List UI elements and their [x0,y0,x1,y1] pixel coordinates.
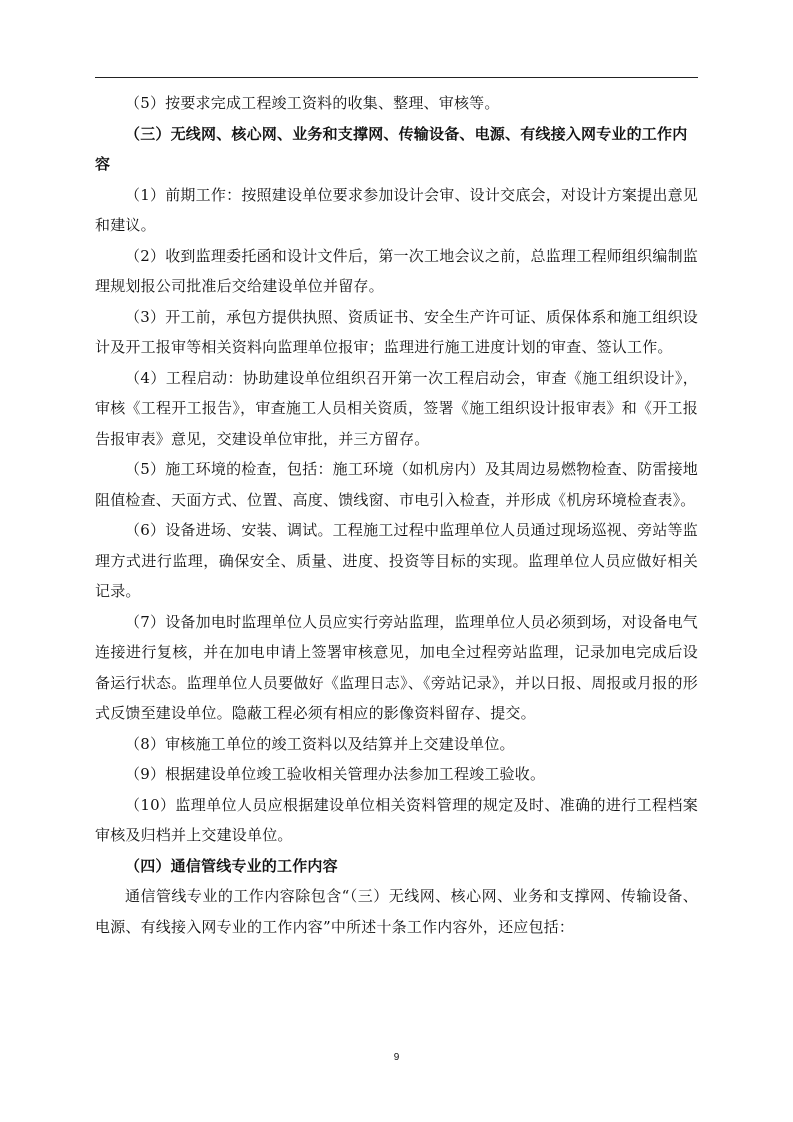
paragraph-item-8-completion-review: （8）审核施工单位的竣工资料以及结算并上交建设单位。 [125,734,515,753]
page-number: 9 [393,1052,400,1063]
paragraph-item-9-acceptance: （9）根据建设单位竣工验收相关管理办法参加工程竣工验收。 [125,765,546,783]
paragraph-item-2-supervision-plan: （2）收到监理委托函和设计文件后，第一次工地会议之前，总监理工程师组织编制监理规划报公司批准后交给建设单位并留存。 [95,246,698,295]
paragraph-item-10-archive: （10）监理单位人员应根据建设单位相关资料管理的规定及时、准确的进行工程档案审核及归档并上交建设单位。 [95,795,698,844]
section-heading-three: （三）无线网、核心网、业务和支撑网、传输设备、电源、有线接入网专业的工作内容 [95,124,688,173]
paragraph-item-5-environment-check: （5）施工环境的检查，包括：施工环境（如机房内）及其周边易燃物检查、防雷接地阻值检查、天面方式、位置、高度、馈线窗、市电引入检查，并形成《机房环境检查表》。 [95,460,698,509]
document-body [95,88,698,942]
paragraph-item-6-equipment-install: （6）设备进场、安装、调试。工程施工过程中监理单位人员通过现场巡视、旁站等监理方式进行监理，确保安全、质量、进度、投资等目标的实现。监理单位人员应做好相关记录。 [95,521,698,600]
paragraph-pipeline-intro: 通信管线专业的工作内容除包含“（三）无线网、核心网、业务和支撑网、传输设备、电源、有线接入网专业的工作内容”中所述十条工作内容外，还应包括： [95,887,698,936]
paragraph-item-1-preliminary: （1）前期工作：按照建设单位要求参加设计会审、设计交底会，对设计方案提出意见和建议。 [95,185,698,234]
header-rule [95,77,698,78]
section-heading-four: （四）通信管线专业的工作内容 [125,856,338,875]
paragraph-item-3-before-start: （3）开工前，承包方提供执照、资质证书、安全生产许可证、质保体系和施工组织设计及开工报审等相关资料向监理单位报审；监理进行施工进度计划的审查、签认工作。 [95,307,698,356]
paragraph-item-7-power-on: （7）设备加电时监理单位人员应实行旁站监理，监理单位人员必须到场，对设备电气连接进行复核，并在加电申请上签署审核意见，加电全过程旁站监理，记录加电完成后设备运行状态。监理单位人员要做好《监理日志》、《旁站记录》，并以日报、周报或月报的形式反馈至建设单位。隐蔽工程必须有相应的影像资料留存、提交。 [95,612,698,722]
paragraph-item-4-project-launch: （4）工程启动：协助建设单位组织召开第一次工程启动会，审查《施工组织设计》，审核《工程开工报告》，审查施工人员相关资质，签署《施工组织设计报审表》和《开工报告报审表》意见，交建设单位审批，并三方留存。 [95,368,698,448]
paragraph-item-5-collect-docs: （5）按要求完成工程竣工资料的收集、整理、审核等。 [125,94,500,112]
